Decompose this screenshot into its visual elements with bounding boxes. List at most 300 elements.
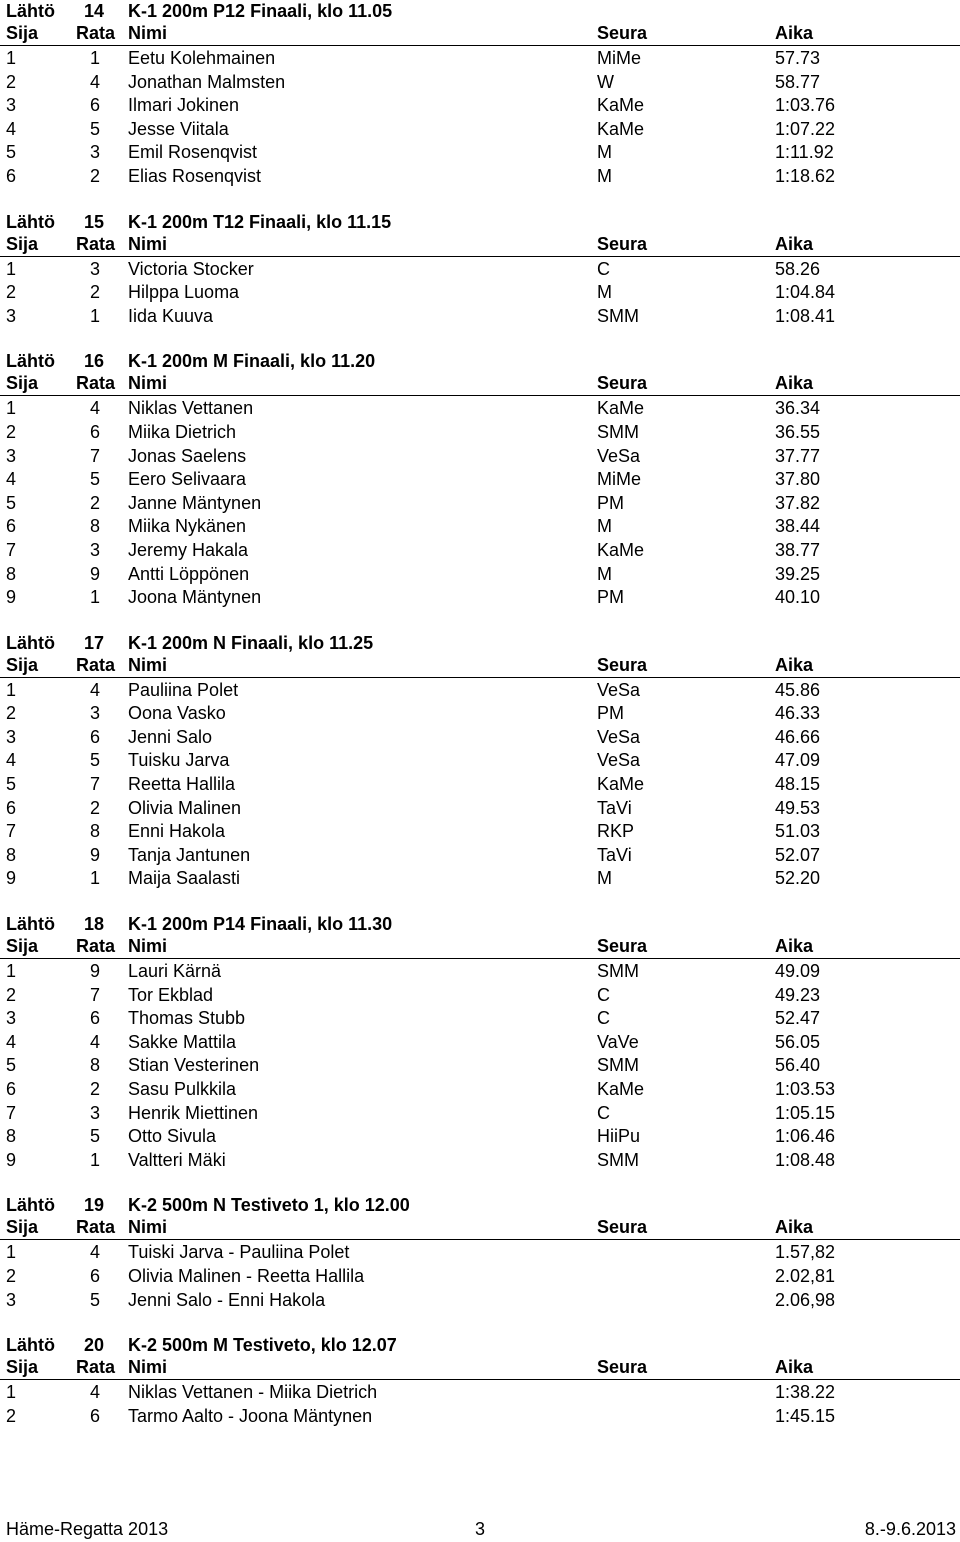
cell-sija: 1 xyxy=(6,258,17,279)
header-rata: Rata xyxy=(76,23,116,43)
race-name: K-2 500m M Testiveto, klo 12.07 xyxy=(128,1335,397,1356)
result-row xyxy=(0,1053,960,1077)
cell-sija: 4 xyxy=(6,469,17,490)
race-section xyxy=(0,632,960,890)
header-seura: Seura xyxy=(597,1357,648,1378)
cell-rata: 4 xyxy=(90,1242,101,1263)
cell-rata: 1 xyxy=(90,1149,101,1170)
result-row xyxy=(0,678,960,702)
cell-aika: 38.77 xyxy=(775,539,821,560)
results-header xyxy=(0,372,960,396)
cell-aika: 1:38.22 xyxy=(775,1382,836,1403)
cell-rata: 2 xyxy=(90,1079,101,1099)
cell-nimi: Hilppa Luoma xyxy=(128,282,240,303)
cell-rata: 4 xyxy=(90,1382,101,1403)
cell-sija: 7 xyxy=(6,539,17,560)
result-row xyxy=(0,796,960,820)
cell-sija: 1 xyxy=(6,1382,17,1403)
cell-nimi: Ilmari Jokinen xyxy=(128,95,240,116)
cell-sija: 3 xyxy=(6,305,17,326)
cell-sija: 1 xyxy=(6,398,17,419)
result-row xyxy=(0,1006,960,1030)
cell-sija: 8 xyxy=(6,1126,17,1147)
cell-nimi: Niklas Vettanen - Miika Dietrich xyxy=(128,1382,378,1403)
header-nimi: Nimi xyxy=(128,373,168,394)
header-seura: Seura xyxy=(597,936,648,957)
cell-rata: 6 xyxy=(90,421,101,442)
cell-rata: 9 xyxy=(90,844,101,865)
cell-sija: 2 xyxy=(6,703,17,724)
cell-nimi: Miika Dietrich xyxy=(128,421,237,442)
cell-rata: 4 xyxy=(90,679,101,700)
race-name: K-1 200m M Finaali, klo 11.20 xyxy=(128,351,376,372)
cell-sija: 5 xyxy=(6,774,17,795)
header-seura: Seura xyxy=(597,373,648,394)
cell-sija: 1 xyxy=(6,48,17,68)
cell-nimi: Thomas Stubb xyxy=(128,1008,246,1029)
cell-aika: 40.10 xyxy=(775,587,821,608)
cell-sija: 9 xyxy=(6,868,17,889)
result-row xyxy=(0,1101,960,1125)
cell-rata: 6 xyxy=(90,95,101,116)
cell-sija: 2 xyxy=(6,1265,17,1286)
cell-aika: 1:05.15 xyxy=(775,1102,836,1123)
cell-nimi: Maija Saalasti xyxy=(128,868,241,889)
cell-aika: 1:07.22 xyxy=(775,118,836,139)
cell-sija: 3 xyxy=(6,726,17,747)
cell-rata: 4 xyxy=(90,71,101,92)
cell-rata: 3 xyxy=(90,539,101,560)
cell-aika: 49.09 xyxy=(775,961,821,982)
cell-nimi: Otto Sivula xyxy=(128,1126,217,1147)
header-nimi: Nimi xyxy=(128,23,168,43)
result-row xyxy=(0,467,960,491)
result-row xyxy=(0,280,960,304)
cell-rata: 5 xyxy=(90,1126,101,1147)
cell-seura: SMM xyxy=(597,305,639,326)
header-rata: Rata xyxy=(76,654,116,675)
cell-sija: 8 xyxy=(6,563,17,584)
cell-seura: PM xyxy=(597,703,624,724)
race-title xyxy=(0,350,960,372)
cell-seura: TaVi xyxy=(597,844,632,865)
cell-aika: 52.47 xyxy=(775,1008,821,1029)
result-row xyxy=(0,959,960,983)
cell-sija: 8 xyxy=(6,844,17,865)
result-row xyxy=(0,1077,960,1101)
header-seura: Seura xyxy=(597,1217,648,1238)
cell-nimi: Jonas Saelens xyxy=(128,445,247,466)
result-row xyxy=(0,538,960,562)
cell-aika: 37.80 xyxy=(775,469,821,490)
cell-aika: 47.09 xyxy=(775,750,821,771)
header-aika: Aika xyxy=(775,23,814,43)
cell-nimi: Iida Kuuva xyxy=(128,305,214,326)
cell-seura: KaMe xyxy=(597,118,645,139)
cell-seura: VeSa xyxy=(597,445,641,466)
cell-seura: SMM xyxy=(597,1055,639,1076)
cell-nimi: Eetu Kolehmainen xyxy=(128,48,276,68)
cell-aika: 52.20 xyxy=(775,868,821,889)
page-footer xyxy=(0,1518,960,1540)
race-section xyxy=(0,1194,960,1311)
cell-sija: 3 xyxy=(6,1008,17,1029)
race-title xyxy=(0,632,960,654)
cell-sija: 6 xyxy=(6,1079,17,1099)
cell-seura: M xyxy=(597,563,612,584)
lahto-label: Lähtö xyxy=(6,1335,55,1356)
cell-sija: 2 xyxy=(6,421,17,442)
cell-rata: 1 xyxy=(90,587,101,608)
cell-aika: 1:03.76 xyxy=(775,95,836,116)
cell-nimi: Miika Nykänen xyxy=(128,516,247,537)
cell-seura: SMM xyxy=(597,1149,639,1170)
cell-aika: 2.02,81 xyxy=(775,1265,836,1286)
cell-seura: KaMe xyxy=(597,539,645,560)
race-number: 15 xyxy=(84,211,105,232)
header-nimi: Nimi xyxy=(128,936,168,957)
cell-aika: 1:08.41 xyxy=(775,305,836,326)
result-row xyxy=(0,117,960,141)
header-seura: Seura xyxy=(597,654,648,675)
race-section xyxy=(0,1334,960,1427)
cell-nimi: Jonathan Malmsten xyxy=(128,71,286,92)
header-aika: Aika xyxy=(775,233,814,254)
cell-rata: 7 xyxy=(90,774,101,795)
result-row xyxy=(0,725,960,749)
cell-sija: 2 xyxy=(6,984,17,1005)
results-header xyxy=(0,22,960,46)
cell-nimi: Niklas Vettanen xyxy=(128,398,254,419)
cell-rata: 5 xyxy=(90,750,101,771)
header-sija: Sija xyxy=(6,373,39,394)
results-header xyxy=(0,233,960,257)
cell-rata: 4 xyxy=(90,398,101,419)
cell-sija: 7 xyxy=(6,1102,17,1123)
cell-sija: 9 xyxy=(6,1149,17,1170)
cell-sija: 7 xyxy=(6,821,17,842)
cell-seura: PM xyxy=(597,587,624,608)
cell-aika: 46.33 xyxy=(775,703,821,724)
cell-nimi: Oona Vasko xyxy=(128,703,226,724)
race-name: K-1 200m P12 Finaali, klo 11.05 xyxy=(128,1,393,21)
header-aika: Aika xyxy=(775,654,814,675)
header-sija: Sija xyxy=(6,233,39,254)
cell-nimi: Tarmo Aalto - Joona Mäntynen xyxy=(128,1405,373,1426)
cell-nimi: Henrik Miettinen xyxy=(128,1102,259,1123)
cell-seura: C xyxy=(597,258,610,279)
race-number: 20 xyxy=(84,1335,105,1356)
cell-seura: VeSa xyxy=(597,750,641,771)
cell-sija: 2 xyxy=(6,1405,17,1426)
result-row xyxy=(0,444,960,468)
result-row xyxy=(0,140,960,164)
race-number: 18 xyxy=(84,914,105,935)
cell-sija: 1 xyxy=(6,1242,17,1263)
cell-sija: 3 xyxy=(6,95,17,116)
cell-aika: 56.40 xyxy=(775,1055,821,1076)
result-row xyxy=(0,1288,960,1312)
cell-rata: 3 xyxy=(90,142,101,163)
cell-nimi: Tuisku Jarva xyxy=(128,750,230,771)
cell-seura: SMM xyxy=(597,421,639,442)
cell-aika: 2.06,98 xyxy=(775,1289,836,1310)
cell-aika: 37.82 xyxy=(775,492,821,513)
cell-seura: VaVe xyxy=(597,1031,639,1052)
cell-aika: 1:03.53 xyxy=(775,1079,836,1099)
cell-aika: 1:45.15 xyxy=(775,1405,836,1426)
cell-nimi: Olivia Malinen - Reetta Hallila xyxy=(128,1265,365,1286)
cell-nimi: Olivia Malinen xyxy=(128,797,242,818)
cell-sija: 3 xyxy=(6,1289,17,1310)
cell-nimi: Enni Hakola xyxy=(128,821,226,842)
race-title xyxy=(0,913,960,935)
result-row xyxy=(0,46,960,70)
cell-rata: 5 xyxy=(90,118,101,139)
cell-aika: 1:04.84 xyxy=(775,282,836,303)
result-row xyxy=(0,562,960,586)
cell-seura: M xyxy=(597,516,612,537)
result-row xyxy=(0,1030,960,1054)
result-row xyxy=(0,304,960,328)
cell-sija: 1 xyxy=(6,679,17,700)
result-row xyxy=(0,983,960,1007)
result-row xyxy=(0,514,960,538)
lahto-label: Lähtö xyxy=(6,1,55,21)
cell-seura: KaMe xyxy=(597,1079,645,1099)
cell-seura: MiMe xyxy=(597,469,641,490)
results-header xyxy=(0,1356,960,1380)
footer-dates: 8.-9.6.2013 xyxy=(864,1519,956,1539)
cell-seura: PM xyxy=(597,492,624,513)
cell-rata: 6 xyxy=(90,1265,101,1286)
race-name: K-2 500m N Testiveto 1, klo 12.00 xyxy=(128,1195,410,1216)
header-nimi: Nimi xyxy=(128,1217,168,1238)
lahto-label: Lähtö xyxy=(6,351,55,372)
results-header xyxy=(0,1216,960,1240)
result-row xyxy=(0,257,960,281)
race-name: K-1 200m P14 Finaali, klo 11.30 xyxy=(128,914,393,935)
cell-sija: 2 xyxy=(6,71,17,92)
header-seura: Seura xyxy=(597,233,648,254)
lahto-label: Lähtö xyxy=(6,632,55,653)
header-sija: Sija xyxy=(6,1357,39,1378)
cell-seura: VeSa xyxy=(597,679,641,700)
cell-rata: 5 xyxy=(90,1289,101,1310)
cell-sija: 4 xyxy=(6,750,17,771)
result-row xyxy=(0,843,960,867)
header-nimi: Nimi xyxy=(128,233,168,254)
header-rata: Rata xyxy=(76,373,116,394)
result-row xyxy=(0,93,960,117)
cell-seura: M xyxy=(597,142,612,163)
cell-aika: 52.07 xyxy=(775,844,821,865)
cell-rata: 1 xyxy=(90,305,101,326)
cell-nimi: Sasu Pulkkila xyxy=(128,1079,237,1099)
cell-nimi: Jeremy Hakala xyxy=(128,539,249,560)
cell-nimi: Tor Ekblad xyxy=(128,984,214,1005)
race-title xyxy=(0,1334,960,1356)
cell-rata: 6 xyxy=(90,726,101,747)
footer-page-number: 3 xyxy=(475,1519,486,1539)
cell-nimi: Tanja Jantunen xyxy=(128,844,251,865)
cell-nimi: Jesse Viitala xyxy=(128,118,229,139)
cell-seura: TaVi xyxy=(597,797,632,818)
result-row xyxy=(0,748,960,772)
header-aika: Aika xyxy=(775,1217,814,1238)
cell-rata: 2 xyxy=(90,282,101,303)
cell-nimi: Janne Mäntynen xyxy=(128,492,262,513)
race-name: K-1 200m T12 Finaali, klo 11.15 xyxy=(128,211,392,232)
cell-sija: 5 xyxy=(6,492,17,513)
cell-rata: 3 xyxy=(90,1102,101,1123)
result-row xyxy=(0,866,960,890)
cell-seura: C xyxy=(597,984,610,1005)
lahto-label: Lähtö xyxy=(6,211,55,232)
race-number: 17 xyxy=(84,632,105,653)
cell-aika: 56.05 xyxy=(775,1031,821,1052)
race-section xyxy=(0,0,960,188)
cell-aika: 48.15 xyxy=(775,774,821,795)
result-row xyxy=(0,396,960,420)
cell-nimi: Jenni Salo - Enni Hakola xyxy=(128,1289,326,1310)
cell-aika: 1:11.92 xyxy=(775,142,834,163)
result-row xyxy=(0,70,960,94)
cell-seura: KaMe xyxy=(597,95,645,116)
cell-rata: 1 xyxy=(90,48,101,68)
cell-aika: 1.57,82 xyxy=(775,1242,836,1263)
cell-seura: M xyxy=(597,868,612,889)
cell-nimi: Reetta Hallila xyxy=(128,774,236,795)
cell-sija: 5 xyxy=(6,1055,17,1076)
cell-nimi: Pauliina Polet xyxy=(128,679,239,700)
cell-rata: 3 xyxy=(90,258,101,279)
cell-aika: 49.23 xyxy=(775,984,821,1005)
header-rata: Rata xyxy=(76,936,116,957)
cell-aika: 51.03 xyxy=(775,821,821,842)
cell-sija: 6 xyxy=(6,516,17,537)
header-aika: Aika xyxy=(775,1357,814,1378)
cell-nimi: Valtteri Mäki xyxy=(128,1149,226,1170)
footer-event: Häme-Regatta 2013 xyxy=(6,1519,169,1539)
cell-sija: 4 xyxy=(6,1031,17,1052)
cell-rata: 3 xyxy=(90,703,101,724)
cell-sija: 6 xyxy=(6,797,17,818)
lahto-label: Lähtö xyxy=(6,1195,55,1216)
cell-rata: 9 xyxy=(90,961,101,982)
result-row xyxy=(0,164,960,188)
header-sija: Sija xyxy=(6,654,39,675)
cell-nimi: Lauri Kärnä xyxy=(128,961,222,982)
result-row xyxy=(0,1380,960,1404)
cell-nimi: Jenni Salo xyxy=(128,726,213,747)
race-title xyxy=(0,0,960,22)
cell-rata: 2 xyxy=(90,165,101,186)
cell-nimi: Joona Mäntynen xyxy=(128,587,262,608)
race-number: 19 xyxy=(84,1195,105,1216)
cell-rata: 2 xyxy=(90,492,101,513)
header-aika: Aika xyxy=(775,373,814,394)
result-row xyxy=(0,819,960,843)
cell-rata: 1 xyxy=(90,868,101,889)
header-rata: Rata xyxy=(76,233,116,254)
race-name: K-1 200m N Finaali, klo 11.25 xyxy=(128,632,374,653)
race-title xyxy=(0,211,960,233)
cell-seura: M xyxy=(597,282,612,303)
race-section xyxy=(0,350,960,608)
cell-seura: M xyxy=(597,165,612,186)
cell-nimi: Eero Selivaara xyxy=(128,469,247,490)
cell-seura: C xyxy=(597,1102,610,1123)
cell-rata: 5 xyxy=(90,469,101,490)
cell-aika: 36.55 xyxy=(775,421,821,442)
cell-sija: 9 xyxy=(6,587,17,608)
cell-nimi: Elias Rosenqvist xyxy=(128,165,262,186)
results-header xyxy=(0,654,960,678)
cell-rata: 6 xyxy=(90,1405,101,1426)
header-nimi: Nimi xyxy=(128,1357,168,1378)
cell-aika: 1:08.48 xyxy=(775,1149,836,1170)
race-title xyxy=(0,1194,960,1216)
cell-rata: 4 xyxy=(90,1031,101,1052)
cell-nimi: Tuiski Jarva - Pauliina Polet xyxy=(128,1242,350,1263)
result-row xyxy=(0,1404,960,1428)
cell-aika: 1:06.46 xyxy=(775,1126,836,1147)
result-row xyxy=(0,1148,960,1172)
cell-seura: C xyxy=(597,1008,610,1029)
cell-rata: 8 xyxy=(90,821,101,842)
result-row xyxy=(0,585,960,609)
result-row xyxy=(0,420,960,444)
cell-aika: 58.77 xyxy=(775,71,821,92)
result-row xyxy=(0,491,960,515)
cell-aika: 46.66 xyxy=(775,726,821,747)
cell-seura: VeSa xyxy=(597,726,641,747)
header-nimi: Nimi xyxy=(128,654,168,675)
race-section xyxy=(0,211,960,328)
result-row xyxy=(0,772,960,796)
cell-seura: HiiPu xyxy=(597,1126,641,1147)
cell-aika: 57.73 xyxy=(775,48,821,68)
cell-sija: 4 xyxy=(6,118,17,139)
cell-seura: RKP xyxy=(597,821,635,842)
race-number: 16 xyxy=(84,351,105,372)
lahto-label: Lähtö xyxy=(6,914,55,935)
header-seura: Seura xyxy=(597,23,648,43)
header-aika: Aika xyxy=(775,936,814,957)
cell-aika: 36.34 xyxy=(775,398,821,419)
cell-aika: 37.77 xyxy=(775,445,821,466)
cell-aika: 45.86 xyxy=(775,679,821,700)
header-rata: Rata xyxy=(76,1357,116,1378)
cell-seura: MiMe xyxy=(597,48,641,68)
result-row xyxy=(0,1264,960,1288)
cell-sija: 6 xyxy=(6,165,17,186)
cell-rata: 7 xyxy=(90,445,101,466)
cell-sija: 3 xyxy=(6,445,17,466)
header-sija: Sija xyxy=(6,1217,39,1238)
cell-rata: 8 xyxy=(90,516,101,537)
cell-aika: 39.25 xyxy=(775,563,821,584)
cell-rata: 2 xyxy=(90,797,101,818)
cell-seura: W xyxy=(597,71,614,92)
cell-seura: KaMe xyxy=(597,398,645,419)
cell-aika: 38.44 xyxy=(775,516,821,537)
cell-nimi: Emil Rosenqvist xyxy=(128,142,258,163)
cell-aika: 1:18.62 xyxy=(775,165,836,186)
race-section xyxy=(0,913,960,1171)
header-rata: Rata xyxy=(76,1217,116,1238)
